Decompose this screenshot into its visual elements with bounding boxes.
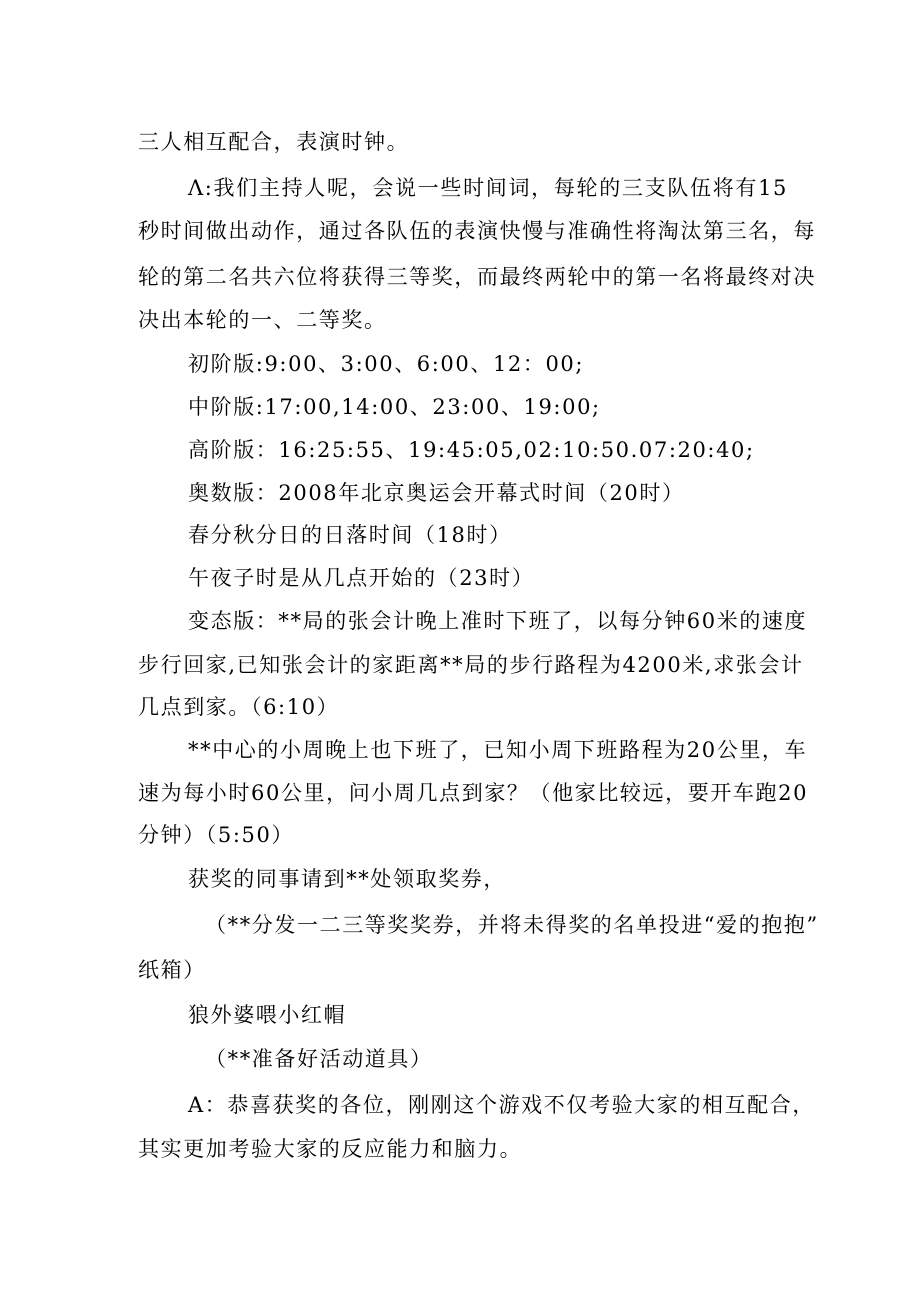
text-line-22: （**准备好活动道具） <box>205 1047 433 1071</box>
text-line-19: （**分发一二三等奖奖券，并将未得奖的名单投进“爱的抱抱” <box>205 913 819 937</box>
text-line-6: 初阶版:9:00、3:00、6:00、12：00; <box>188 352 585 376</box>
text-line-1: 三人相互配合，表演时钟。 <box>138 130 410 154</box>
text-line-10: 春分秋分日的日落时间（18时） <box>188 523 512 547</box>
text-line-3: 秒时间做出动作，通过各队伍的表演快慢与准确性将淘汰第三名，每 <box>138 219 816 243</box>
text-line-20: 纸箱） <box>138 958 206 982</box>
text-line-13: 步行回家,已知张会计的家距离**局的步行路程为4200米,求张会计 <box>138 653 804 677</box>
text-line-7: 中阶版:17:00,14:00、23:00、19:00; <box>188 395 601 419</box>
text-line-16: 速为每小时60公里，问小周几点到家？（他家比较远，要开车跑20 <box>138 781 809 805</box>
text-line-2: Λ:我们主持人呢，会说一些时间词，每轮的三支队伍将有15 <box>188 176 788 200</box>
text-line-4: 轮的第二名共六位将获得三等奖，而最终两轮中的第一名将最终对决 <box>138 265 816 289</box>
text-line-18: 获奖的同事请到**处领取奖券， <box>188 867 506 891</box>
text-line-12: 变态版：**局的张会计晚上准时下班了，以每分钟60米的速度 <box>188 609 808 633</box>
text-line-21: 狼外婆喂小红帽 <box>188 1003 347 1027</box>
text-line-9: 奥数版：2008年北京奥运会开幕式时间（20时） <box>188 481 685 505</box>
text-line-5: 决出本轮的一、二等奖。 <box>138 308 387 332</box>
text-line-8: 高阶版：16:25:55、19:45:05,02:10:50.07:20:40; <box>188 438 755 462</box>
text-line-15: **中心的小周晚上也下班了，已知小周下班路程为20公里，车 <box>188 738 808 762</box>
text-line-17: 分钟）（5:50） <box>138 823 295 847</box>
text-line-23: A：恭喜获奖的各位，刚刚这个游戏不仅考验大家的相互配合， <box>188 1093 815 1117</box>
text-line-24: 其实更加考验大家的反应能力和脑力。 <box>138 1137 523 1161</box>
text-line-11: 午夜子时是从几点开始的（23时） <box>188 566 535 590</box>
text-line-14: 几点到家。（6:10） <box>138 695 340 719</box>
